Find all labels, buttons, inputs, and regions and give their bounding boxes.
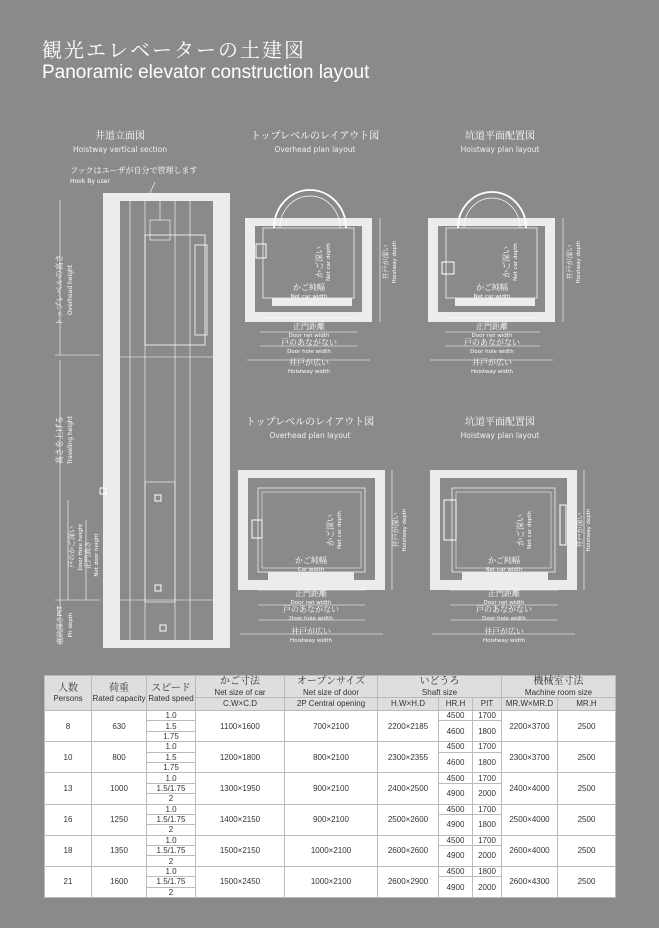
table-cell: 1100×1600 [196,711,285,742]
table-cell: 13 [45,773,92,804]
ot-hoist-width-en: Hoistway width [287,369,331,375]
table-cell: 2500 [558,773,616,804]
ot-door-net-en: Door net width [288,333,330,339]
table-cell: 800×2100 [285,742,378,773]
travel-height-label-jp: 高さを上げる [55,416,64,464]
table-cell: 2400×2500 [378,773,439,804]
table-cell: 8 [45,711,92,742]
table-cell: 2 [147,856,196,866]
table-cell: 1800 [473,752,502,773]
pit-depth-label-jp: 底坑深さPIT [56,605,64,645]
table-cell: 4500 [439,804,473,814]
plan-bottom-title-en: Hoistway plan layout [460,431,540,440]
ot-car-depth-en: Net car depth [326,243,332,281]
table-cell: 4500 [439,711,473,721]
hook-label-jp: フックはユーザが自分で管理します [70,166,198,175]
net-door-height-label-en: Net door height [94,533,100,577]
table-row [45,804,616,814]
table-row [45,866,616,876]
table-cell: 1.0 [147,835,196,845]
table-cell: 1800 [473,721,502,742]
table-cell: 800 [92,742,147,773]
ot-car-depth-jp: かご深い [315,246,324,278]
table-cell: 4500 [439,742,473,752]
table-cell: 1800 [473,866,502,876]
pt-door-net-en: Door net width [471,333,513,339]
table-cell: 1500×2450 [196,866,285,897]
vertical-section-title-en: Hoistway vertical section [72,145,168,154]
table-row [45,742,616,752]
pb-door-hole-jp: 戸のあながない [476,605,532,614]
table-cell: 1700 [473,742,502,752]
pb-door-net-en: Door net width [483,600,525,606]
table-cell: 2 [147,887,196,897]
pt-car-depth-jp: かご深い [502,246,511,278]
table-cell: 2200×3700 [502,711,558,742]
pb-hoist-depth-en: Hoistway depth [586,508,592,552]
hoistway-vertical-drawing [55,182,230,648]
table-cell: 2600×4300 [502,866,558,897]
ob-door-net-jp: 正門距離 [295,589,327,598]
table-cell: 2500 [558,866,616,897]
pt-hoist-width-en: Hoistway width [470,369,514,375]
col-car-sub: C.W×C.D [196,698,285,711]
table-cell: 1600 [92,866,147,897]
table-cell: 4500 [439,835,473,845]
page-title-jp: 観光エレベーターの土建図 [42,38,306,62]
overhead-top-title-en: Overhead plan layout [274,145,356,154]
overhead-bottom-title-en: Overhead plan layout [269,431,351,440]
table-cell: 4500 [439,866,473,876]
ot-door-hole-en: Door hole width [287,349,331,355]
table-cell: 2500×2600 [378,804,439,835]
table-cell: 1000×2100 [285,866,378,897]
page-title-en: Panoramic elevator construction layout [42,62,370,83]
table-cell: 2500×4000 [502,804,558,835]
table-cell: 2200×2185 [378,711,439,742]
pt-hoist-depth-jp: 井戸が深い [566,244,574,280]
plan-top-title-en: Hoistway plan layout [460,145,540,154]
plan-bottom-title-jp: 坑道平面配置図 [465,417,535,428]
pb-hoist-width-en: Hoistway width [482,638,526,644]
pt-door-hole-en: Door hole width [470,349,514,355]
table-cell: 1700 [473,835,502,845]
pb-car-width-en: Net car width [485,567,523,573]
table-cell: 2500 [558,742,616,773]
pb-car-depth-jp: かご深い [516,514,525,546]
pt-car-width-jp: かご純幅 [476,283,508,292]
table-row [45,773,616,783]
ob-hoist-depth-jp: 井戸が深い [392,512,400,548]
col-mr-h: MR.H [558,698,616,711]
col-speed: スピード Rated speed [147,676,196,711]
table-cell: 700×2100 [285,711,378,742]
plan-top-title-jp: 坑道平面配置図 [465,131,535,142]
pt-hoist-depth-en: Hoistway depth [576,240,582,284]
ot-car-width-jp: かご純幅 [293,283,325,292]
table-cell: 1.5 [147,752,196,762]
table-cell: 16 [45,804,92,835]
pt-car-width-en: Net car width [473,294,511,300]
door-hole-height-label-jp: 戸のかご深い [68,526,76,568]
table-cell: 4900 [439,783,473,804]
table-cell: 2500 [558,804,616,835]
ob-door-hole-en: Door hole width [289,616,333,622]
ob-car-width-en: Car width [297,567,325,573]
table-cell: 2 [147,825,196,835]
pt-car-depth-en: Net car depth [513,243,519,281]
hook-label-en: Hook By user [70,178,110,185]
ob-hoist-depth-en: Hoistway depth [402,508,408,552]
table-cell: 2400×4000 [502,773,558,804]
table-cell: 1400×2150 [196,804,285,835]
pt-door-hole-jp: 戸のあながない [464,338,520,347]
table-cell: 1.5/1.75 [147,814,196,824]
table-cell: 1.5 [147,721,196,731]
table-cell: 10 [45,742,92,773]
table-cell: 2300×3700 [502,742,558,773]
table-cell: 1800 [473,814,502,835]
overhead-top-title-jp: トップレベルのレイアウト図 [250,131,380,142]
col-shaft-hrh: HR.H [439,698,473,711]
table-cell: 1.0 [147,773,196,783]
table-row [45,835,616,845]
ob-car-width-jp: かご純幅 [295,556,327,565]
ot-hoist-depth-en: Hoistway depth [392,240,398,284]
table-cell: 2000 [473,877,502,898]
ob-door-net-en: Door net width [290,600,332,606]
pt-door-net-jp: 正門距離 [476,322,508,331]
table-cell: 900×2100 [285,773,378,804]
col-shaft-hw: H.W×H.D [378,698,439,711]
pb-door-net-jp: 正門距離 [488,589,520,598]
net-door-height-label-jp: 正門高さ [84,541,92,569]
col-door: オープンサイズ Net size of door [285,676,378,698]
table-cell: 4500 [439,773,473,783]
col-mr-wd: MR.W×MR.D [502,698,558,711]
table-cell: 1300×1950 [196,773,285,804]
overhead-height-label-en: Overhead height [67,264,74,316]
table-cell: 1.0 [147,804,196,814]
table-cell: 1500×2150 [196,835,285,866]
table-cell: 1.0 [147,711,196,721]
table-cell: 630 [92,711,147,742]
col-door-sub: 2P Central opening [285,698,378,711]
table-cell: 21 [45,866,92,897]
ot-door-net-jp: 正門距離 [293,322,325,331]
table-cell: 1700 [473,773,502,783]
overhead-height-label-jp: トップレベルの高さ [55,254,64,326]
table-cell: 2000 [473,783,502,804]
ot-car-width-en: Net car width [290,294,328,300]
table-cell: 1.5/1.75 [147,877,196,887]
ot-hoist-depth-jp: 井戸が深い [382,244,390,280]
table-cell: 18 [45,835,92,866]
table-cell: 4900 [439,814,473,835]
table-cell: 2000 [473,846,502,867]
col-persons: 人数 Persons [45,676,92,711]
ob-car-depth-jp: かご深い [326,514,335,546]
col-capacity: 荷重 Rated capacity [92,676,147,711]
ob-door-hole-jp: 戸のあながない [283,605,339,614]
travel-height-label-en: Traveling height [67,415,74,465]
table-cell: 1.75 [147,762,196,772]
ob-hoist-width-jp: 井戸が広い [291,627,331,636]
table-row [45,711,616,721]
col-car: かご寸法 Net size of car [196,676,285,698]
table-cell: 1.5/1.75 [147,783,196,793]
table-cell: 4600 [439,721,473,742]
table-cell: 1200×1800 [196,742,285,773]
door-hole-height-label-en: Door Hole height [78,523,84,571]
pb-hoist-width-jp: 井戸が広い [484,627,524,636]
table-cell: 4900 [439,846,473,867]
ot-door-hole-jp: 戸のあながない [281,338,337,347]
spec-table [44,675,616,898]
table-cell: 1350 [92,835,147,866]
table-cell: 1.0 [147,866,196,876]
pit-depth-label-en: Pit depth [68,612,74,638]
pb-door-hole-en: Door hole width [482,616,526,622]
table-cell: 1.5/1.75 [147,846,196,856]
table-cell: 1700 [473,804,502,814]
table-cell: 1700 [473,711,502,721]
table-cell: 1.0 [147,742,196,752]
table-cell: 900×2100 [285,804,378,835]
table-cell: 2300×2355 [378,742,439,773]
table-cell: 1000×2100 [285,835,378,866]
table-cell: 1.75 [147,731,196,741]
ob-hoist-width-en: Hoistway width [289,638,333,644]
col-shaft: いどうろ Shaft size [378,676,502,698]
table-cell: 2600×4000 [502,835,558,866]
table-cell: 2 [147,794,196,804]
table-cell: 2500 [558,711,616,742]
table-cell: 2500 [558,835,616,866]
col-shaft-pit: PIT [473,698,502,711]
overhead-bottom-title-jp: トップレベルのレイアウト図 [245,417,375,428]
table-cell: 4600 [439,752,473,773]
table-cell: 4900 [439,877,473,898]
pb-hoist-depth-jp: 井戸が深い [576,512,584,548]
table-cell: 2600×2600 [378,835,439,866]
table-cell: 2600×2900 [378,866,439,897]
table-cell: 1000 [92,773,147,804]
vertical-section-title-jp: 井道立面図 [95,131,145,142]
col-machine: 機械室寸法 Machine room size [502,676,616,698]
pt-hoist-width-jp: 井戸が広い [472,358,512,367]
ob-car-depth-en: Net car depth [337,511,343,549]
pb-car-width-jp: かご純幅 [488,556,520,565]
ot-hoist-width-jp: 井戸が広い [289,358,329,367]
table-cell: 1250 [92,804,147,835]
pb-car-depth-en: Net car depth [527,511,533,549]
